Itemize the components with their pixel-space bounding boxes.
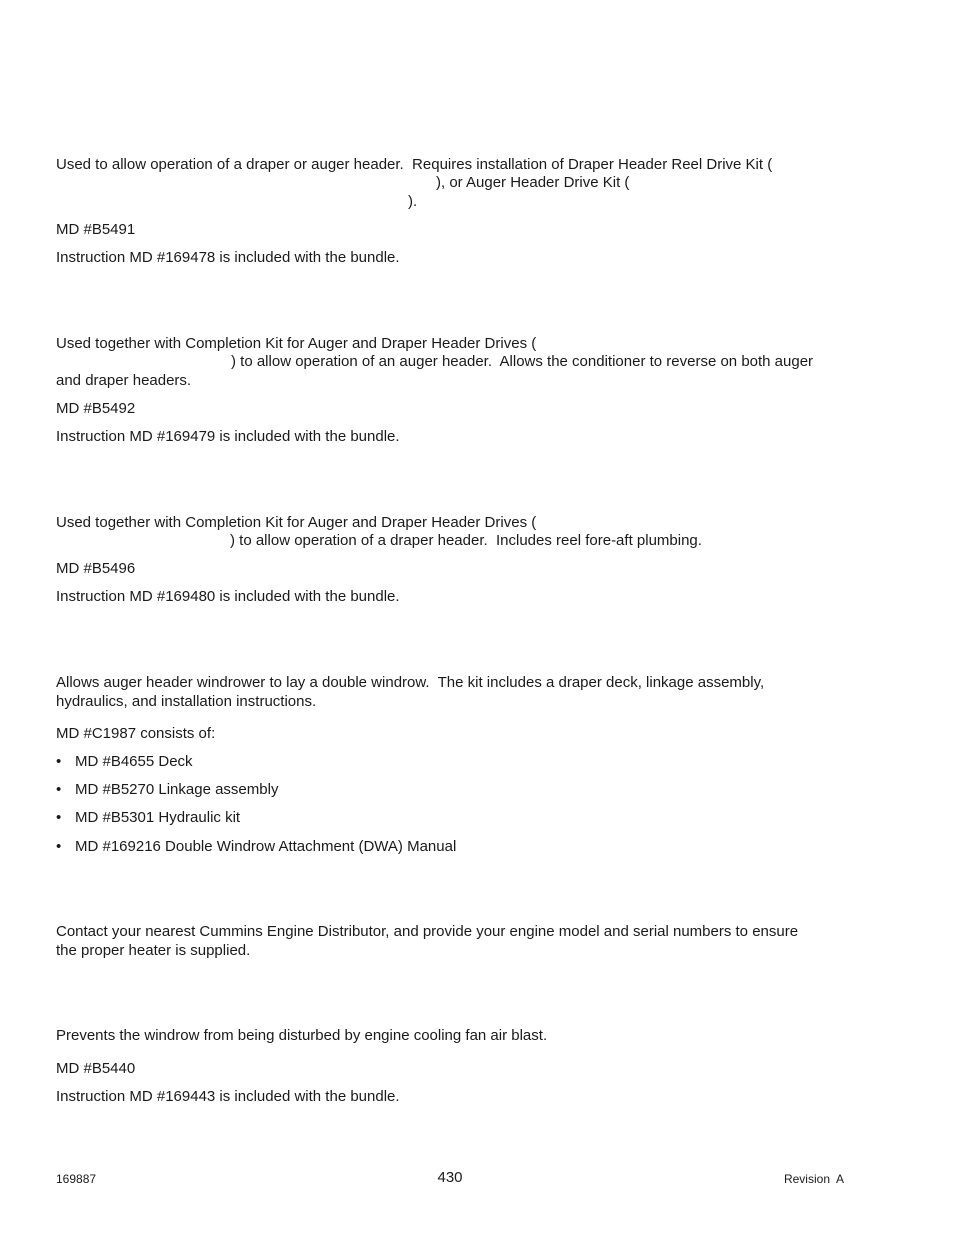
section-6-instruction: Instruction MD #169443 is included with the bundle. <box>56 1088 400 1105</box>
list-item-hydraulic-kit: MD #B5301 Hydraulic kit <box>75 809 241 826</box>
section-6-text-line-1: Prevents the windrow from being disturbed by engine cooling fan air blast. <box>56 1027 548 1044</box>
bullet-marker: • <box>56 809 62 826</box>
section-3-text-line-2: ) to allow operation of a draper header. Includes reel fore-aft plumbing. <box>230 532 702 549</box>
section-1-text-line-2: ), or Auger Header Drive Kit ( <box>436 174 630 191</box>
section-5-text-line-2: the proper heater is supplied. <box>56 942 251 959</box>
list-item-linkage: MD #B5270 Linkage assembly <box>75 781 279 798</box>
section-4-consists-label: MD #C1987 consists of: <box>56 725 216 742</box>
section-2-text-line-2: ) to allow operation of an auger header. Allows the conditioner to reverse on both auger <box>231 353 814 370</box>
section-4-text-line-2: hydraulics, and installation instructions. <box>56 693 317 710</box>
section-2-instruction: Instruction MD #169479 is included with the bundle. <box>56 428 400 445</box>
section-1-part-number: MD #B5491 <box>56 221 136 238</box>
section-5-text-line-1: Contact your nearest Cummins Engine Distributor, and provide your engine model and serial numbers to ensure <box>56 923 799 940</box>
section-3-part-number: MD #B5496 <box>56 560 136 577</box>
footer-doc-number: 169887 <box>56 1172 97 1186</box>
section-4-text-line-1: Allows auger header windrower to lay a double windrow. The kit includes a draper deck, linkage assembly, <box>56 674 765 691</box>
section-2-text-line-1: Used together with Completion Kit for Auger and Draper Header Drives ( <box>56 335 537 352</box>
section-1-text-line-1: Used to allow operation of a draper or auger header. Requires installation of Draper Header Reel Drive Kit ( <box>56 156 773 173</box>
section-1-instruction: Instruction MD #169478 is included with the bundle. <box>56 249 400 266</box>
bullet-marker: • <box>56 781 62 798</box>
section-1-text-line-3: ). <box>408 193 418 210</box>
section-3-text-line-1: Used together with Completion Kit for Auger and Draper Header Drives ( <box>56 514 537 531</box>
bullet-marker: • <box>56 753 62 770</box>
section-2-text-line-3: and draper headers. <box>56 372 192 389</box>
footer-revision: Revision A <box>783 1172 844 1186</box>
bullet-marker: • <box>56 838 62 855</box>
section-6-part-number: MD #B5440 <box>56 1060 136 1077</box>
section-2-part-number: MD #B5492 <box>56 400 136 417</box>
footer-page-number: 430 <box>437 1169 463 1186</box>
list-item-manual: MD #169216 Double Windrow Attachment (DWA) Manual <box>75 838 457 855</box>
list-item-deck: MD #B4655 Deck <box>75 753 193 770</box>
section-3-instruction: Instruction MD #169480 is included with the bundle. <box>56 588 400 605</box>
